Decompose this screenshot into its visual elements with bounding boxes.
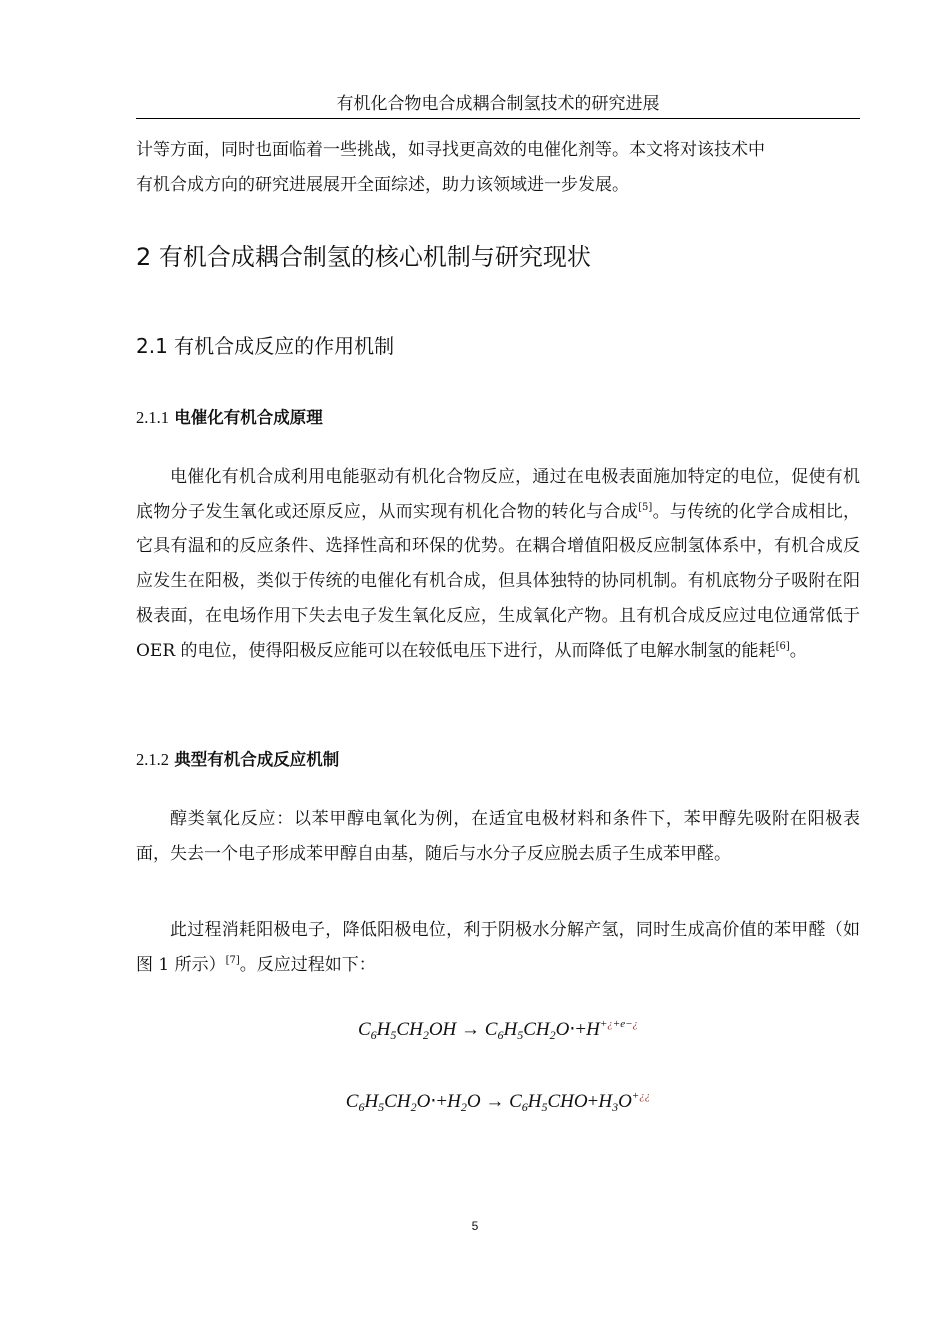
- section-number: 2.1.2: [136, 750, 169, 769]
- principle-text-1: 电催化有机合成利用电能驱动有机化合物反应，通过在电极表面施加特定的电位，促使有机底物分子发生氧化或还原反应，从而实现有机化合物的转化与合成: [136, 467, 860, 522]
- process-text-1: 此过程消耗阳极电子，降低阳极电位，利于阴极水分解产氢，同时生成高价值的苯甲醛（如图 1 所示）: [136, 920, 860, 975]
- intro-line-1: 计等方面，同时也面临着一些挑战，如寻找更高效的电催化剂等。本文将对该技术中: [136, 140, 765, 160]
- process-text-2: 。反应过程如下：: [239, 954, 376, 975]
- section-2-1-heading: 2.1 有机合成反应的作用机制: [136, 334, 395, 358]
- intro-line-2: 有机合成方向的研究进展展开全面综述，助力该领域进一步发展。: [136, 175, 629, 195]
- section-2-1-2-heading: [136, 748, 339, 772]
- principle-text-2: 。与传统的化学合成相比，它具有温和的反应条件、选择性高和环保的优势。在耦合增值阳极反应制氢体系中，有机合成反应发生在阳极，类似于传统的电催化有机合成，但具体独特的协同机制。有机底物分子吸附在阳极表面，在电场作用下失去电子发生氧化反应，生成氧化产物。且有机合成反应过电位通常低于 OER 的电位，使得阳极反应能可以在较低电压下进行，从而降低了电解水制氢的能耗: [136, 501, 861, 661]
- process-paragraph: [136, 913, 860, 982]
- page-number: 5: [471, 1219, 479, 1233]
- alcohol-oxidation-paragraph: 醇类氧化反应：以苯甲醇电氧化为例，在适宜电极材料和条件下，苯甲醇先吸附在阳极表面，失去一个电子形成苯甲醇自由基，随后与水分子反应脱去质子生成苯甲醛。: [136, 809, 860, 864]
- section-title: 典型有机合成反应机制: [174, 750, 340, 769]
- running-header: 有机化合物电合成耦合制氢技术的研究进展: [336, 94, 660, 114]
- principle-paragraph: [136, 460, 860, 668]
- principle-text-3: 。: [789, 640, 807, 661]
- citation-6: [6]: [775, 640, 790, 652]
- section-title: 电催化有机合成原理: [174, 408, 323, 427]
- section-number: 2.1.1: [136, 408, 169, 427]
- section-2-heading: 2 有机合成耦合制氢的核心机制与研究现状: [136, 243, 591, 271]
- header-rule: [136, 118, 860, 119]
- equation-1: $C_6H_5CH_2OH \to C_6H_5CH_2O\cdot+H^{+¿+e-¿}$: [357, 1018, 639, 1042]
- citation-7: [7]: [225, 954, 240, 966]
- section-2-1-1-heading: [136, 406, 323, 430]
- equation-2: $C_6H_5CH_2O\cdot+H_2O \to C_6H_5CHO+H_3O^{+¿¿}$: [345, 1090, 651, 1114]
- citation-5: [5]: [638, 501, 653, 513]
